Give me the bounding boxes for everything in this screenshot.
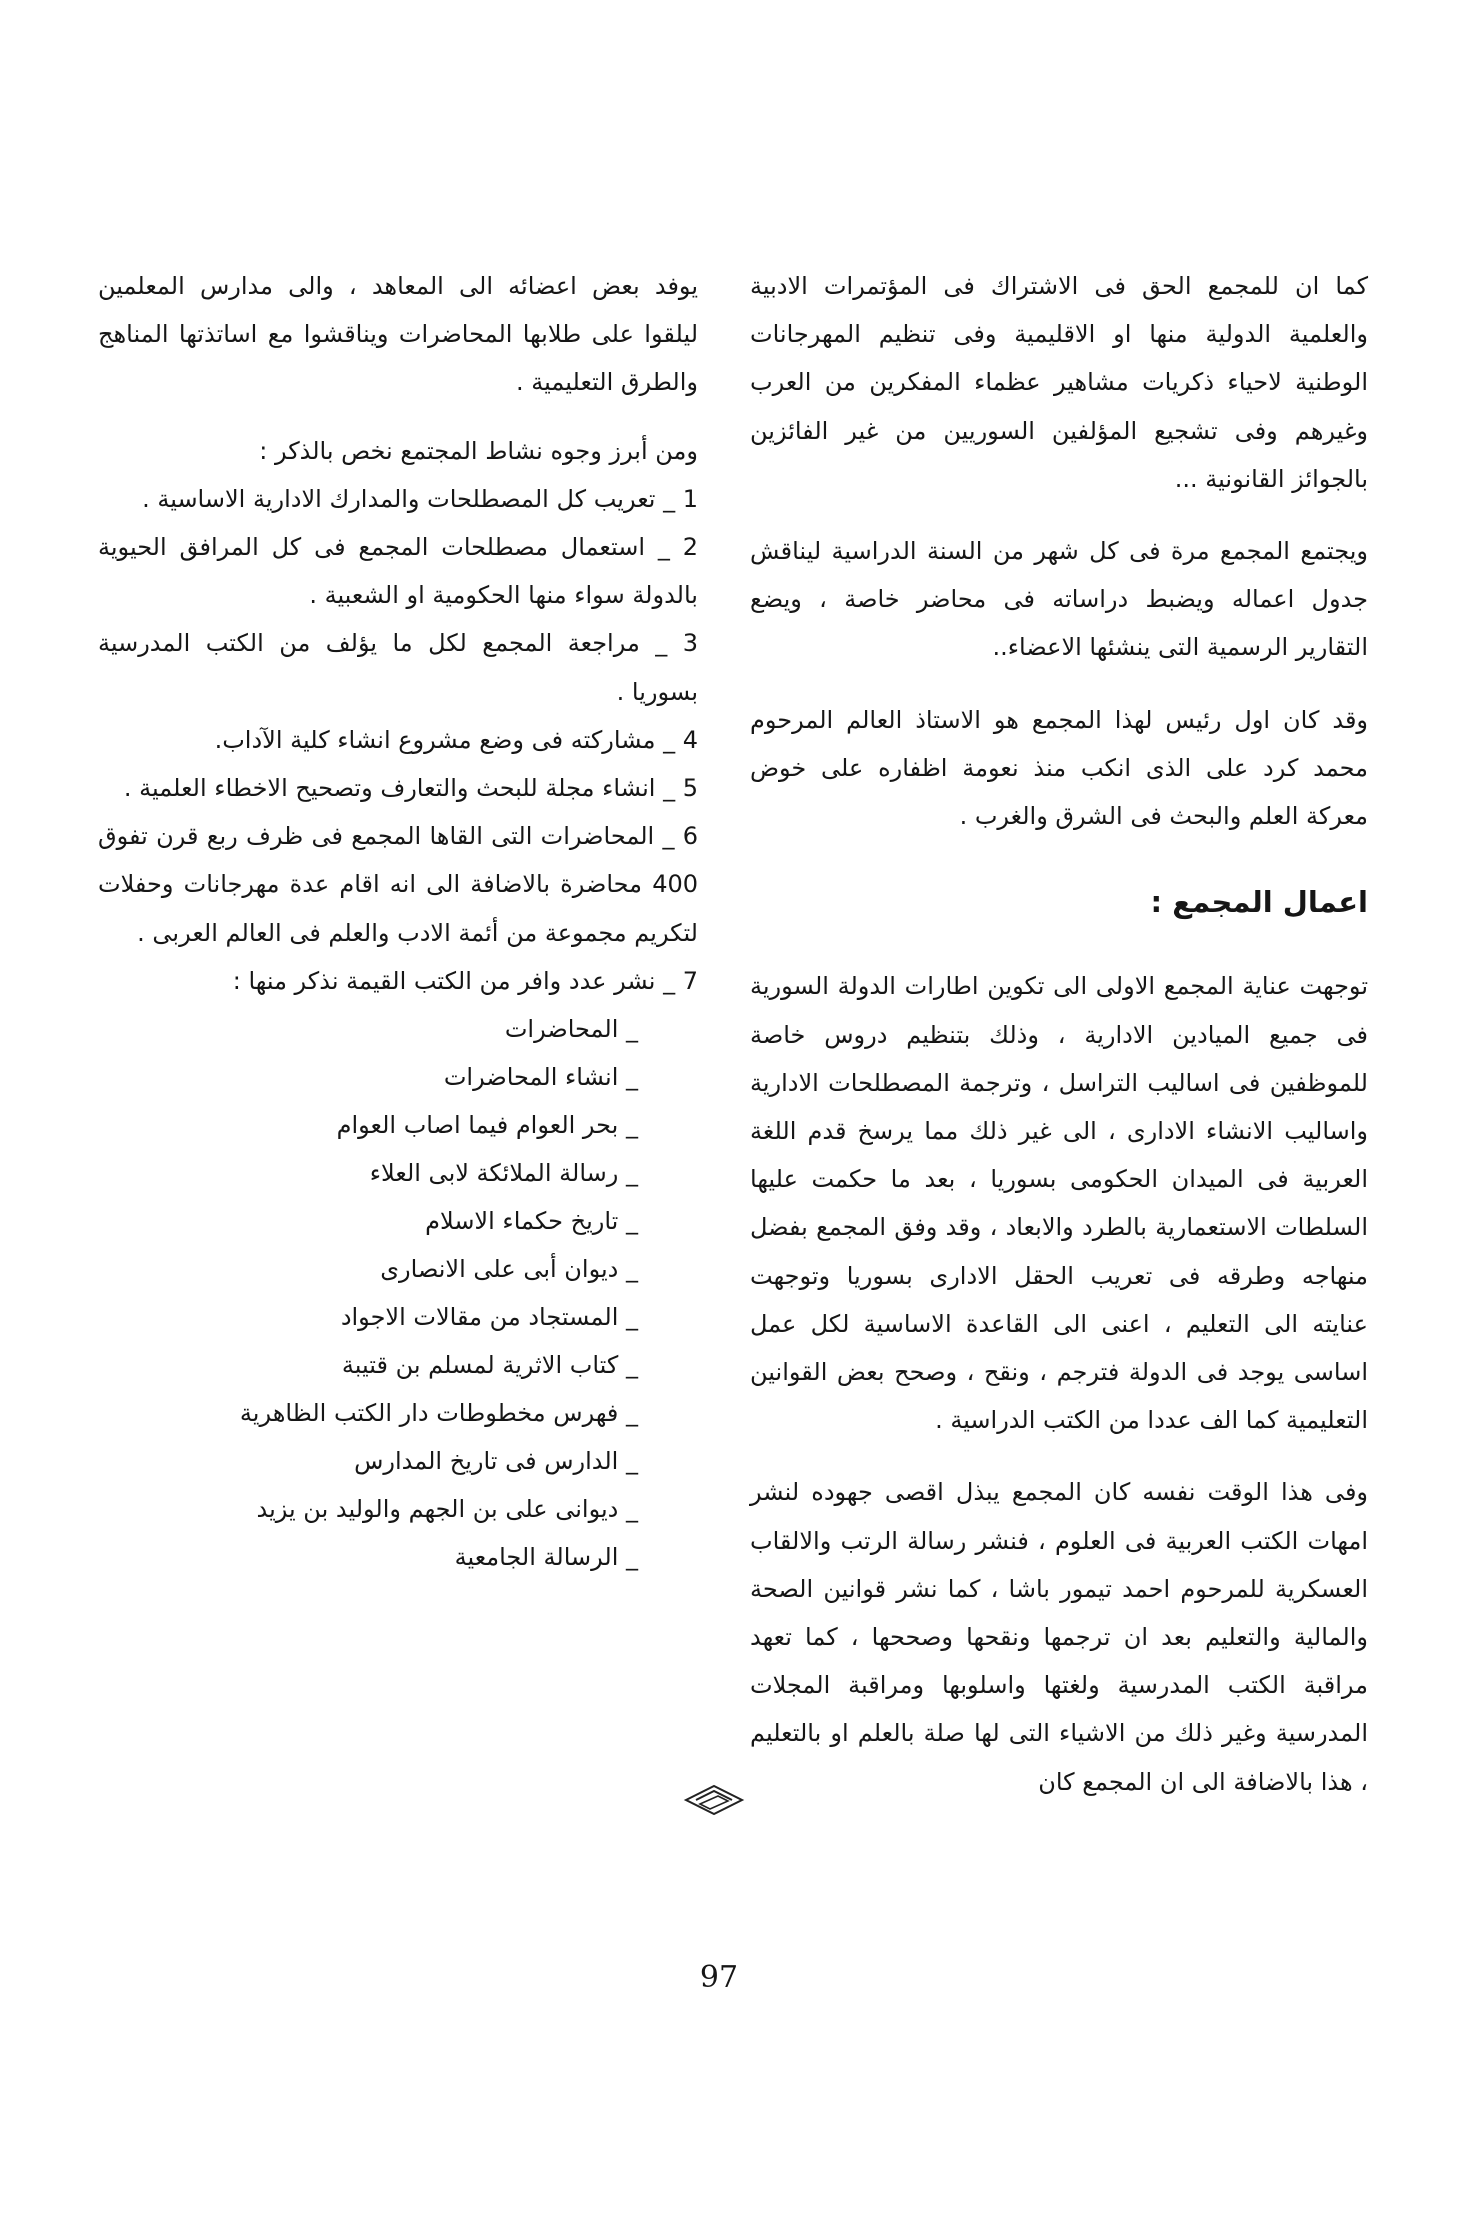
activity-item: 1 _ تعريب كل المصطلحات والمدارك الادارية الاساسية .	[142, 484, 698, 513]
book-item: _ المحاضرات	[98, 1005, 638, 1053]
activity-item: 5 _ انشاء مجلة للبحث والتعارف وتصحيح الاخطاء العلمية .	[123, 774, 698, 803]
paragraph-administrative-arabization: توجهت عناية المجمع الاولى الى تكوين اطارات الدولة السورية فى جميع الميادين الادارية ، وذلك بتنظيم دروس خاصة للموظفين فى اساليب التراسل ، وترجمة المصطلحات الادارية واساليب الانشاء الادارى ، الى غير ذلك مما يرسخ قدم اللغة العربية فى الميدان الحكومى بسوريا ، بعد ما حكمت عليها السلطات الاستعمارية بالطرد والابعاد ، وقد وفق المجمع بفضل منهاجه وطرقه فى تعريب الحقل الادارى بسوريا وتوجهت عنايته الى التعليم ، اعنى الى القاعدة الاساسية لكل عمل اساسى يوجد فى الدولة فترجم ، ونقح ، وصحح بعض القوانين التعليمية كما الف عددا من الكتب الدراسية .	[750, 972, 1368, 1435]
paragraph-monthly-meeting: ويجتمع المجمع مرة فى كل شهر من السنة الدراسية ليناقش جدول اعماله ويضبط دراساته فى محاضر خاصة ، ويضع التقارير الرسمية التى ينشئها الاعضاء..	[750, 537, 1368, 662]
activity-item: 4 _ مشاركته فى وضع مشروع انشاء كلية الآداب.	[214, 725, 698, 754]
book-item: _ المستجاد من مقالات الاجواد	[98, 1293, 638, 1341]
left-column	[98, 262, 698, 1581]
book-item: _ ديوان أبى على الانصارى	[98, 1245, 638, 1293]
paragraph-lectures: يوفد بعض اعضائه الى المعاهد ، والى مدارس المعلمين ليلقوا على طلابها المحاضرات ويناقشوا مع اساتذتها المناهج والطرق التعليمية .	[98, 272, 698, 397]
book-item: _ فهرس مخطوطات دار الكتب الظاهرية	[98, 1389, 638, 1437]
activity-item: 2 _ استعمال مصطلحات المجمع فى كل المرافق الحيوية بالدولة سواء منها الحكومية او الشعبية .	[98, 533, 698, 610]
activity-item: 7 _ نشر عدد وافر من الكتب القيمة نذكر منها :	[232, 966, 698, 995]
paragraph-first-president: وقد كان اول رئيس لهذا المجمع هو الاستاذ العالم المرحوم محمد كرد على الذى انكب منذ نعومة اظفاره على خوض معركة العلم والبحث فى الشرق والغرب .	[750, 705, 1368, 831]
activities-intro: ومن أبرز وجوه نشاط المجتمع نخص بالذكر :	[259, 436, 698, 465]
paragraph-publishing: وفى هذا الوقت نفسه كان المجمع يبذل اقصى جهوده لنشر امهات الكتب العربية فى العلوم ، فنشر رسالة الرتب والالقاب العسكرية للمرحوم احمد تيمور باشا ، كما نشر قوانين الصحة والمالية والتعليم بعد ان ترجمها ونقحها وصححها ، كما تعهد مراقبة الكتب المدرسية ولغتها واسلوبها ومراقبة المجلات المدرسية وغير ذلك من الاشياء التى لها صلة بالعلم او بالتعليم ، هذا بالاضافة الى ان المجمع كان	[750, 1478, 1368, 1796]
book-item: _ الدارس فى تاريخ المدارس	[98, 1437, 638, 1485]
book-item: _ بحر العوام فيما اصاب العوام	[98, 1101, 638, 1149]
activity-item: 6 _ المحاضرات التى القاها المجمع فى ظرف ربع قرن تفوق 400 محاضرة بالاضافة الى انه اقام عدة مهرجانات وحفلات لتكريم مجموعة من أئمة الادب والعلم فى العالم العربى .	[98, 822, 698, 947]
activity-item: 3 _ مراجعة المجمع لكل ما يؤلف من الكتب المدرسية بسوريا .	[98, 629, 698, 706]
book-item: _ ديوانى على بن الجهم والوليد بن يزيد	[98, 1485, 638, 1533]
book-item: _ الرسالة الجامعية	[98, 1533, 638, 1581]
ornament-icon	[682, 1782, 746, 1818]
book-item: _ رسالة الملائكة لابى العلاء	[98, 1149, 638, 1197]
book-item: _ كتاب الاثرية لمسلم بن قتيبة	[98, 1341, 638, 1389]
published-books-list	[98, 1005, 698, 1581]
paragraph-conferences: كما ان للمجمع الحق فى الاشتراك فى المؤتمرات الادبية والعلمية الدولية منها او الاقليمية وفى تنظيم المهرجانات الوطنية لاحياء ذكريات مشاهير عظماء المفكرين من العرب وغيرهم وفى تشجيع المؤلفين السوريين من غير الفائزين بالجوائز القانونية ...	[750, 272, 1368, 493]
book-item: _ تاريخ حكماء الاسلام	[98, 1197, 638, 1245]
right-column	[750, 262, 1368, 1806]
page-number: 97	[699, 1960, 739, 1995]
book-item: _ انشاء المحاضرات	[98, 1053, 638, 1101]
section-heading: اعمال المجمع :	[1150, 885, 1368, 920]
